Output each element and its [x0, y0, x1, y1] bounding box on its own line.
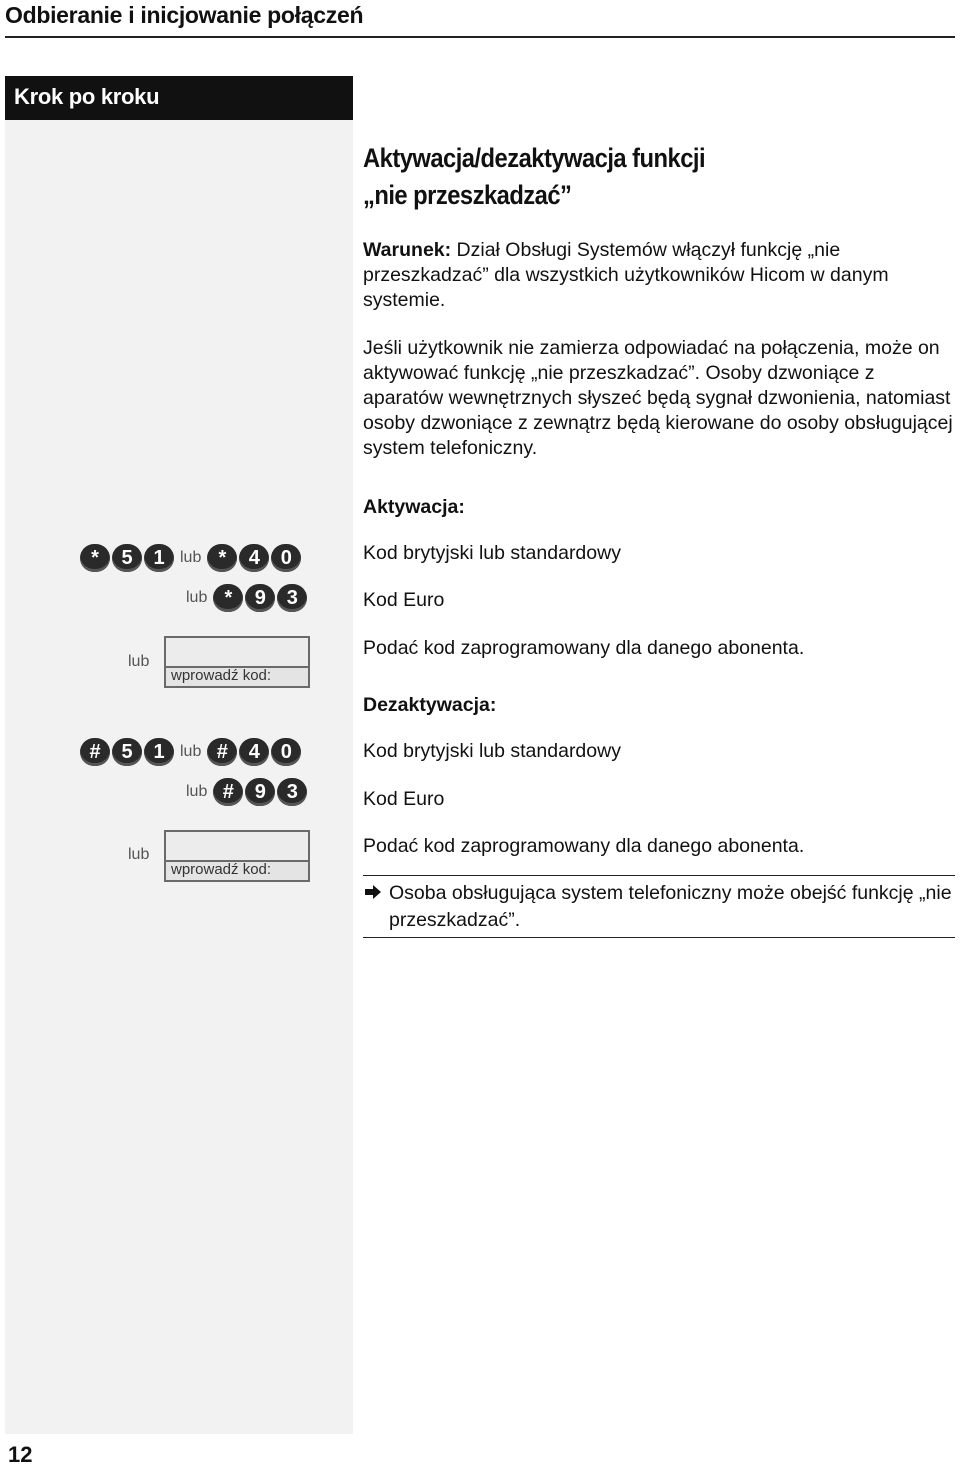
page-number: 12	[8, 1442, 33, 1467]
code-entry-field[interactable]	[164, 830, 310, 882]
deactivation-item-euro: Kod Euro	[363, 788, 445, 810]
activation-item-euro: Kod Euro	[363, 589, 445, 611]
code-entry-field[interactable]	[164, 636, 310, 688]
note	[363, 880, 955, 934]
key-9[interactable]: 9	[245, 778, 275, 806]
activation-item-standard: Kod brytyjski lub standardowy	[363, 542, 621, 564]
or-separator: lub	[186, 783, 208, 800]
page-header-title: Odbieranie i inicjowanie połączeń	[5, 2, 364, 28]
key-5[interactable]: 5	[112, 738, 142, 766]
key-1[interactable]: 1	[144, 738, 174, 766]
section-title	[363, 140, 953, 214]
activation-keys-standard	[80, 544, 303, 572]
key-star[interactable]: *	[207, 544, 237, 572]
key-hash[interactable]: #	[207, 738, 237, 766]
or-separator: lub	[180, 549, 202, 566]
condition-text: Dział Obsługi Systemów włączył funkcję „nie przeszkadzać” dla wszystkich użytkowników Hicom w danym systemie.	[363, 239, 889, 311]
or-separator: lub	[128, 846, 150, 863]
key-hash[interactable]: #	[80, 738, 110, 766]
section-title-line-1: Aktywacja/dezaktywacja funkcji	[363, 143, 706, 173]
deactivation-keys-euro	[182, 778, 309, 806]
section-title-line-2: „nie przeszkadzać”	[363, 180, 572, 210]
code-entry-label: wprowadź kod:	[166, 666, 308, 686]
body-paragraph: Jeśli użytkownik nie zamierza odpowiadać na połączenia, może on aktywować funkcję „nie przeszkadzać”. Osoby dzwoniące z aparatów wewnętrznych słyszeć będą sygnał dzwonienia, natomiast osoby dzwoniące z zewnątrz będą kierowane do osoby obsługującej system telefoniczny.	[363, 337, 953, 459]
key-3[interactable]: 3	[277, 584, 307, 612]
deactivation-keys-standard	[80, 738, 303, 766]
deactivation-item-standard: Kod brytyjski lub standardowy	[363, 740, 621, 762]
key-9[interactable]: 9	[245, 584, 275, 612]
key-4[interactable]: 4	[239, 738, 269, 766]
arrow-right-icon	[363, 881, 383, 911]
key-star[interactable]: *	[213, 584, 243, 612]
key-0[interactable]: 0	[271, 738, 301, 766]
activation-item-programmed: Podać kod zaprogramowany dla danego abonenta.	[363, 637, 805, 659]
activation-heading: Aktywacja:	[363, 496, 465, 518]
or-separator: lub	[128, 653, 150, 670]
or-separator: lub	[180, 743, 202, 760]
code-entry-label: wprowadź kod:	[166, 860, 308, 880]
key-3[interactable]: 3	[277, 778, 307, 806]
key-0[interactable]: 0	[271, 544, 301, 572]
activation-keys-euro	[182, 584, 309, 612]
deactivation-item-programmed: Podać kod zaprogramowany dla danego abonenta.	[363, 835, 805, 857]
key-1[interactable]: 1	[144, 544, 174, 572]
note-bottom-rule	[363, 937, 955, 938]
condition-paragraph	[363, 238, 955, 313]
key-star[interactable]: *	[80, 544, 110, 572]
note-text: Osoba obsługująca system telefoniczny może obejść funkcję „nie przeszkadzać”.	[389, 882, 952, 931]
condition-label: Warunek:	[363, 239, 452, 261]
key-hash[interactable]: #	[213, 778, 243, 806]
note-top-rule	[363, 875, 955, 876]
header-rule	[5, 36, 955, 38]
key-4[interactable]: 4	[239, 544, 269, 572]
deactivation-heading: Dezaktywacja:	[363, 694, 497, 716]
or-separator: lub	[186, 589, 208, 606]
left-column-heading: Krok po kroku	[5, 76, 353, 120]
key-5[interactable]: 5	[112, 544, 142, 572]
